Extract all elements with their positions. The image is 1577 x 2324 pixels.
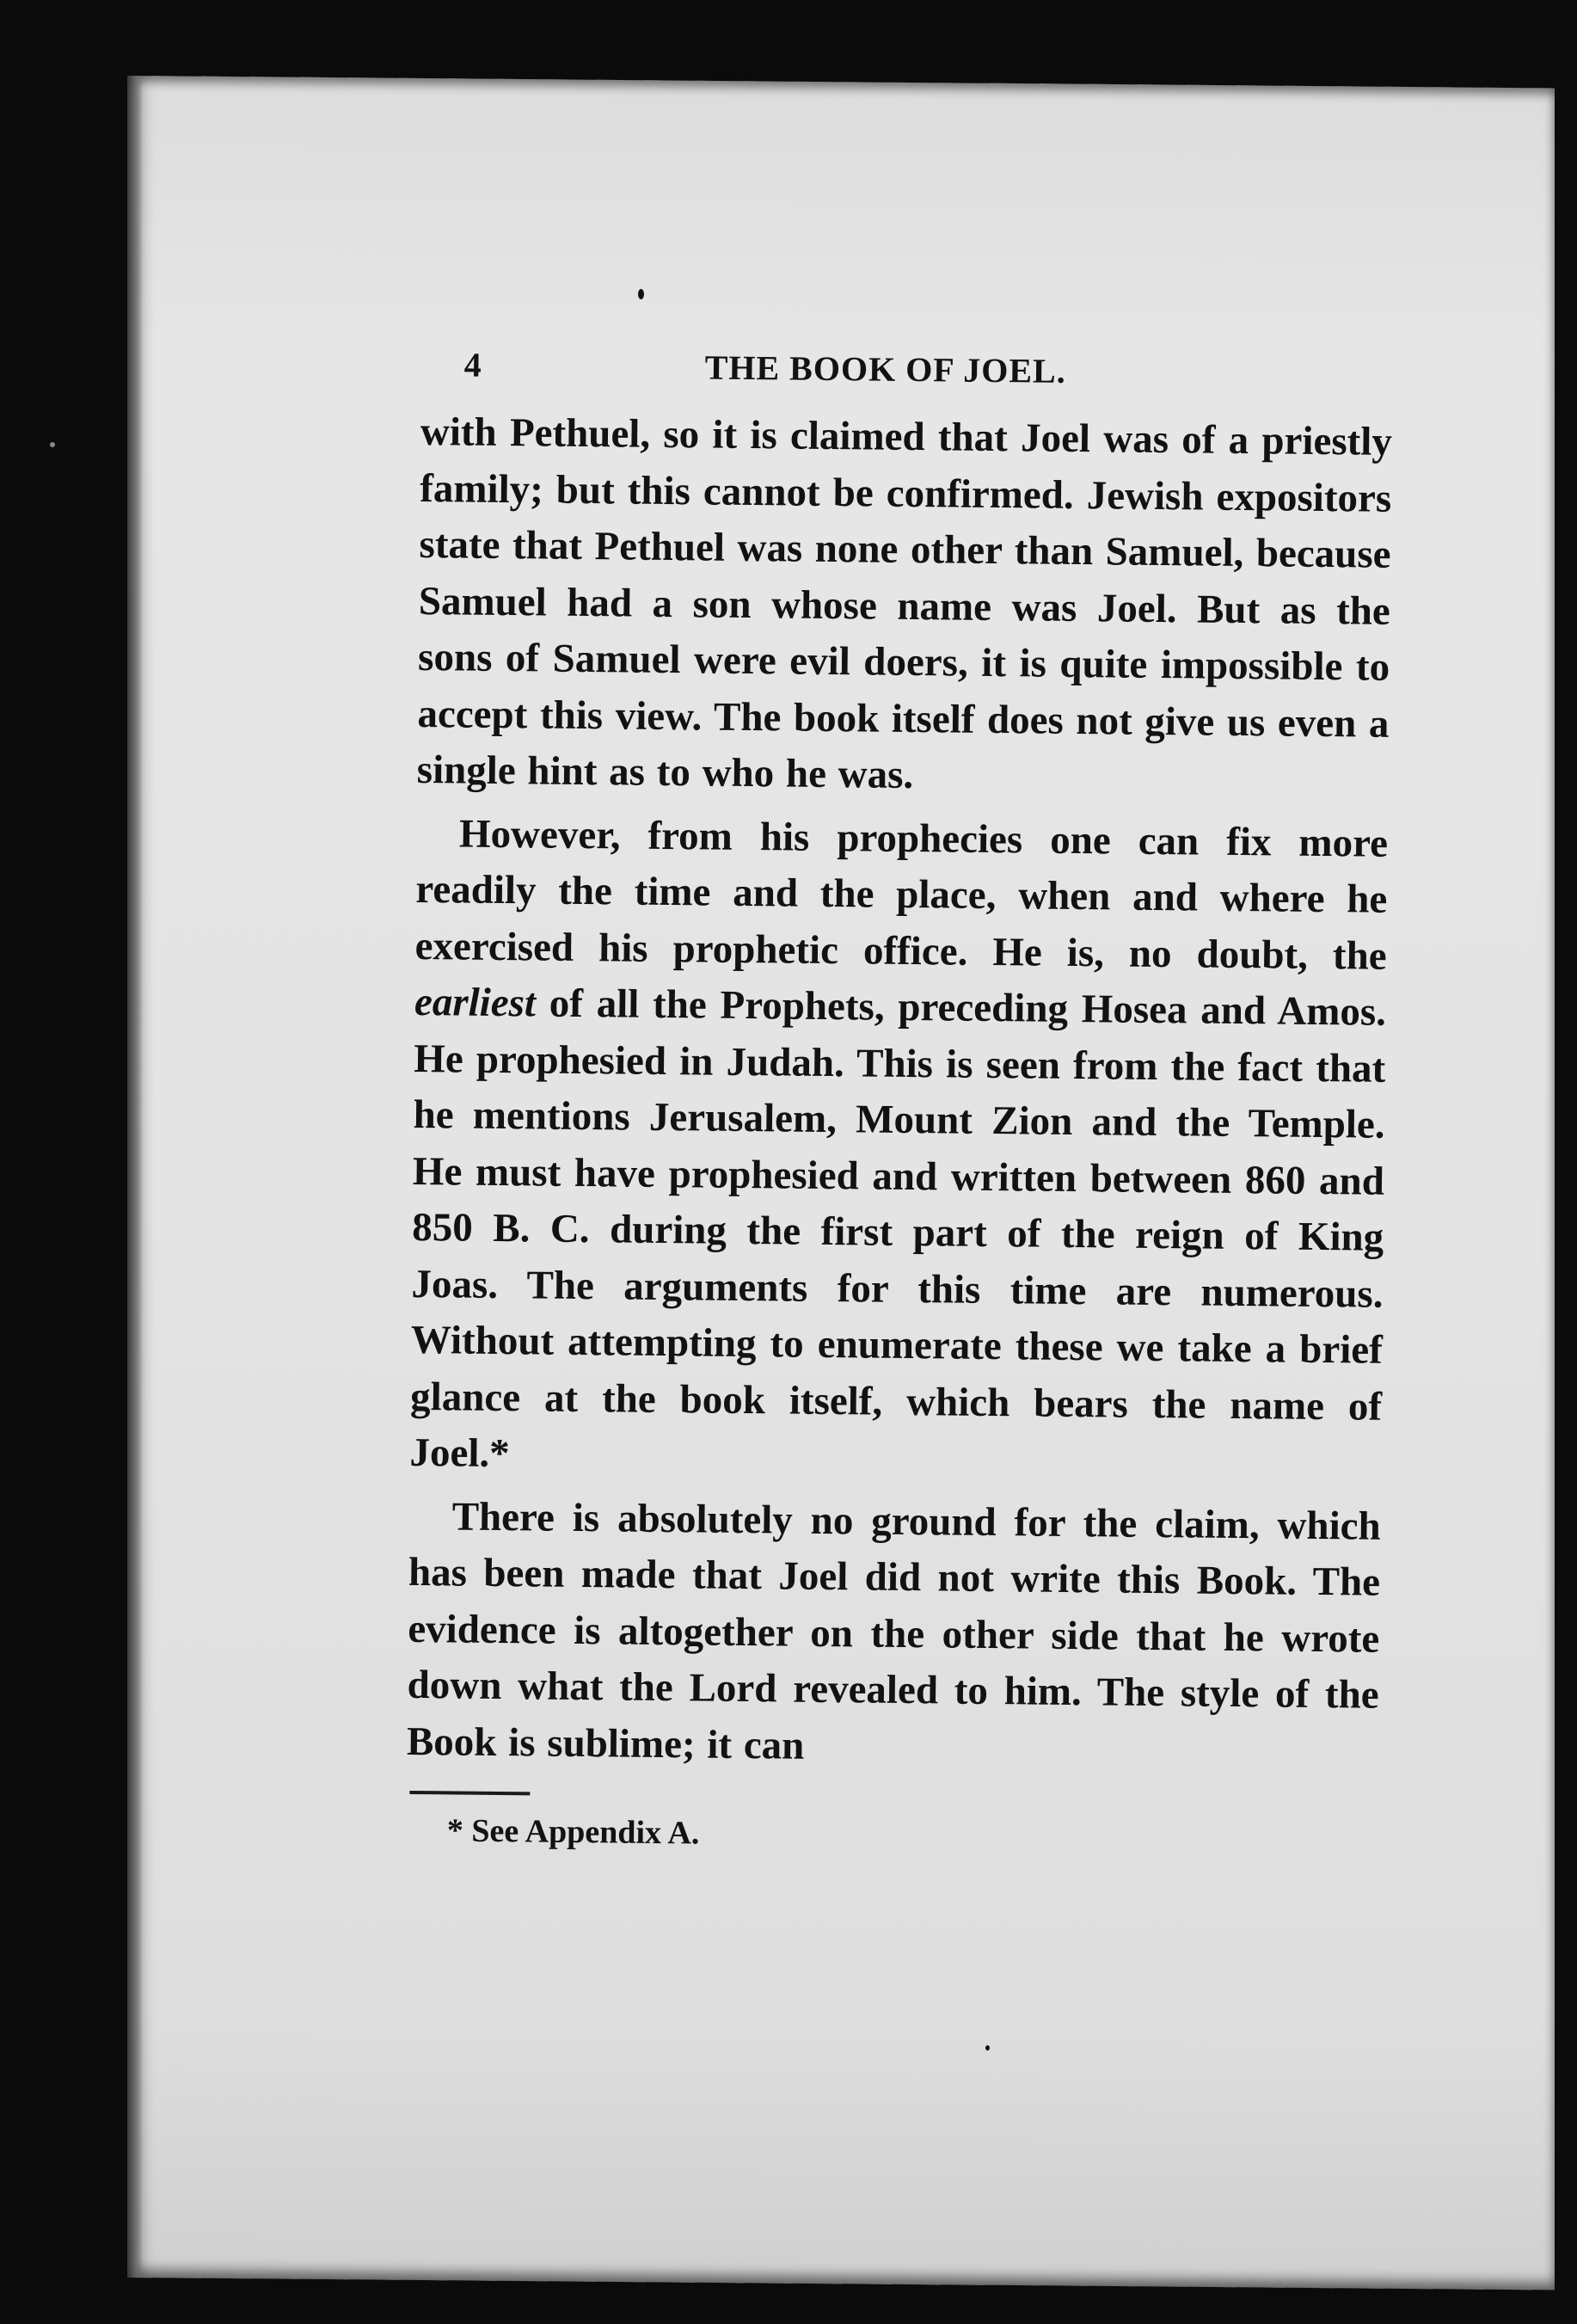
paragraph-2-text-start: However, from his prophecies one can fix more readily the time and the place, when and where he exercised his prophetic office. He is, no doubt, the (414, 810, 1389, 979)
paragraph-2-text-end: of all the Prophets, preceding Hosea and Amos. He prophesied in Judah. This is seen from the fact that he mentions Jerusalem, Mount Zion and the Temple. He must have prophesied and written between 860 and 850 B. C. during the first part of the reign of King Joas. The arguments for this time are numerous. Without attempting to enumerate these we take a brief glance at the book itself, which bears the name of Joel.* (409, 981, 1387, 1477)
paragraph-1: with Pethuel, so it is claimed that Joel was of a priestly family; but this cannot be confirmed. Jewish expositors state that Pethuel was none other than Samuel, because Samuel had a son whose name was Joel. But as the sons of Samuel were evil doers, it is quite impossible to accept this view. The book itself does not give us even a single hint as to who he was. (416, 409, 1393, 798)
page-number: 4 (463, 345, 482, 384)
running-title: THE BOOK OF JOEL. (704, 347, 1066, 390)
footnote-rule (409, 1791, 530, 1795)
paragraph-2 (409, 805, 1388, 1491)
running-head (420, 344, 1393, 415)
page-text-block (406, 344, 1393, 1860)
footnote: * See Appendix A. (446, 1812, 700, 1852)
page-edge-shadow (127, 76, 143, 2278)
ink-speck (985, 2045, 990, 2050)
ink-speck (638, 289, 644, 299)
paragraph-3: There is absolutely no ground for the claim, which has been made that Joel did not write this Book. The evidence is altogether on the other side that he wrote down what the Lord revealed to him. The style of the Book is sublime; it can (406, 1493, 1381, 1768)
paragraph-2-emphasis: earliest (414, 979, 537, 1026)
ink-speck (50, 442, 55, 447)
